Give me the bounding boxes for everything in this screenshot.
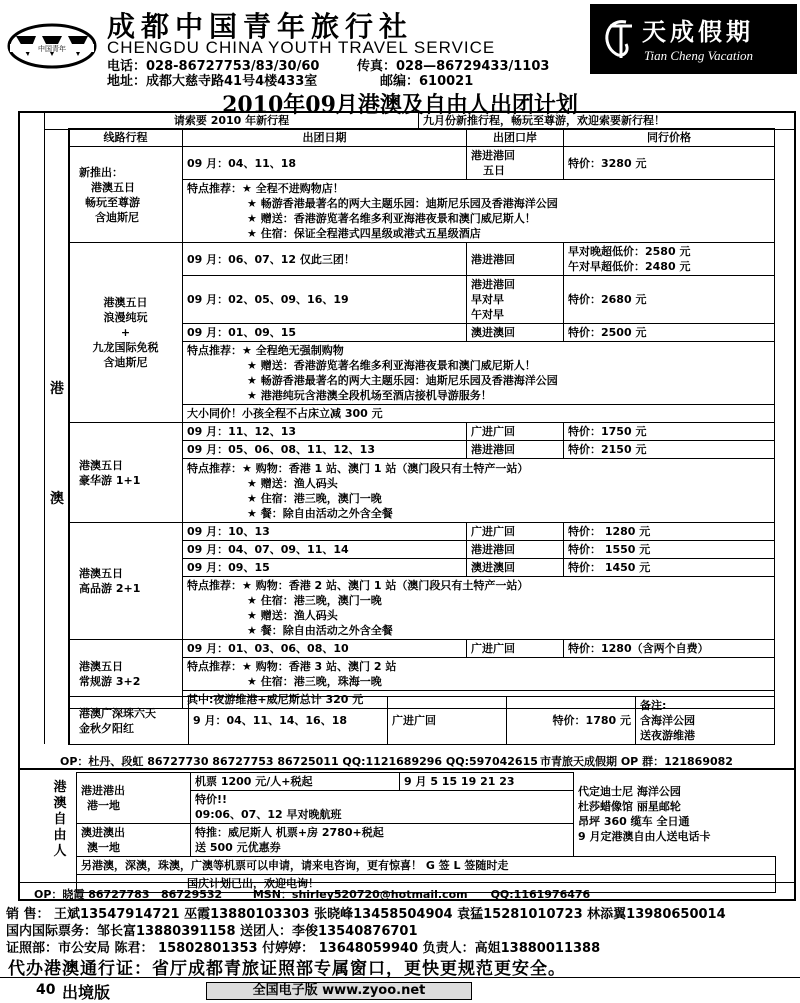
free-special-1: 特价!! 09:06、07、12 早对晚航班	[191, 791, 574, 824]
route-table	[68, 128, 775, 709]
company-name-en: CHENGDU CHINA YOUTH TRAVEL SERVICE	[107, 38, 496, 57]
route-2-port-1: 港进港回	[467, 243, 564, 276]
route-2-date-2: 09 月：02、05、09、16、19	[183, 276, 467, 324]
route-6-remarks: 备注: 含海洋公园 送夜游维港	[636, 697, 775, 745]
route-2-date-3: 09 月：01、09、15	[183, 324, 467, 342]
route-2-port-2: 港进港回 早对早 午对早	[467, 276, 564, 324]
free-ticket: 机票 1200 元/人+税起	[191, 773, 400, 791]
free-table	[76, 772, 776, 893]
company-name-cn: 成都中国青年旅行社	[107, 10, 414, 43]
route-5-name: 港澳五日 常规游 3+2	[69, 640, 183, 709]
brand-cn: 天成假期	[642, 17, 754, 46]
col-price: 同行价格	[564, 129, 775, 147]
route-6-price: 特价：1780 元	[507, 697, 636, 745]
route-3-port-1: 广进广回	[467, 423, 564, 441]
route-6-table	[68, 696, 775, 745]
free-ticket-dates: 9 月 5 15 19 21 23	[400, 773, 574, 791]
route-4-port-2: 港进港回	[467, 541, 564, 559]
brand-en: Tian Cheng Vacation	[644, 48, 754, 63]
op-group: 市青旅天成假期 OP 群：121869082	[540, 755, 733, 768]
route-1-price: 特价：3280 元	[564, 147, 775, 180]
route-1-port: 港进港回 五日	[467, 147, 564, 180]
slogan: 代办港澳通行证：省厅成都青旅证照部专属窗口，更快更规范更安全。	[8, 959, 566, 979]
route-4-price-1: 特价： 1280 元	[564, 523, 775, 541]
free-note-2: 国庆计划已出，欢迎电询！	[77, 875, 776, 893]
free-r2-name: 澳进澳出 澳一地	[77, 824, 191, 857]
table-row	[69, 697, 775, 745]
route-6-name: 港澳广深珠六天 金秋夕阳红	[69, 697, 189, 745]
route-3-port-2: 港进港回	[467, 441, 564, 459]
page-number: 40	[36, 982, 56, 998]
route-6-date: 9 月：04、11、14、16、18	[189, 697, 388, 745]
free-agent: 代定迪士尼 海洋公园 杜莎蜡像馆 丽星邮轮 昂坪 360 缆车 全日通 9 月定港澳自由人送电话卡	[578, 785, 711, 844]
banner-right: 九月份新推行程，畅玩至尊游，欢迎索要新行程！	[419, 112, 796, 130]
route-2-price-3: 特价：2500 元	[564, 324, 775, 342]
ticketing-contacts: 国内国际票务：邹长富13880391158 送团人：李俊13540876701	[6, 924, 418, 939]
route-2-name: 港澳五日 浪漫纯玩 + 九龙国际免税 含迪斯尼	[69, 243, 183, 423]
route-3-price-1: 特价：1750 元	[564, 423, 775, 441]
side-label-free: 港 澳 自 由 人	[53, 780, 67, 859]
route-4-name: 港澳五日 高品游 2+1	[69, 523, 183, 640]
route-4-port-3: 澳进澳回	[467, 559, 564, 577]
company-fax: 传真：028—86729433/1103	[357, 59, 550, 74]
table-row	[77, 857, 776, 875]
route-4-port-1: 广进广回	[467, 523, 564, 541]
table-row	[69, 640, 775, 658]
section-name: 出境版	[62, 983, 111, 1002]
col-port: 出团口岸	[467, 129, 564, 147]
table-row	[69, 523, 775, 541]
tiancheng-brand	[590, 4, 797, 74]
website-box: 全国电子版 www.zyoo.net	[206, 982, 472, 1000]
route-5-date: 09 月：01、03、06、08、10	[183, 640, 467, 658]
route-1-features: 特点推荐：★ 全程不进购物店！ ★ 畅游香港最著名的两大主题乐园：迪斯尼乐园及香港海洋公园 ★ 赠送：香港游览著名维多利亚海港夜景和澳门威尼斯人！ ★ 住宿：保证全程港式四星级或港式五星级酒店	[183, 180, 775, 243]
route-3-price-2: 特价：2150 元	[564, 441, 775, 459]
route-2-price-2: 特价：2680 元	[564, 276, 775, 324]
route-4-price-3: 特价： 1450 元	[564, 559, 775, 577]
plan-title: 2010年09月港澳及自由人出团计划	[222, 92, 578, 118]
route-4-price-2: 特价： 1550 元	[564, 541, 775, 559]
table-row	[69, 423, 775, 441]
route-3-name: 港澳五日 豪华游 1+1	[69, 423, 183, 523]
route-3-date-2: 09 月：05、06、08、11、12、13	[183, 441, 467, 459]
route-5-port: 广进广回	[467, 640, 564, 658]
divider	[18, 768, 796, 770]
route-5-price: 特价：1280（含两个自费）	[564, 640, 775, 658]
col-route: 线路行程	[69, 129, 183, 147]
op-contacts: OP：杜丹、段虹 86727730 86727753 86725011 QQ:1121689296 QQ:597042615	[60, 755, 538, 768]
company-postcode: 邮编：610021	[380, 74, 474, 89]
route-6-port: 广进广回	[388, 697, 507, 745]
route-3-date-1: 09 月：11、12、13	[183, 423, 467, 441]
passport-contacts: 证照部：市公安局 陈君： 15802801353 付婷婷： 13648059940 负责人：高姐13880011388	[6, 941, 601, 956]
table-header	[69, 129, 775, 147]
route-1-date: 09 月：04、11、18	[183, 147, 467, 180]
route-5-features: 特点推荐：★ 购物：香港 3 站、澳门 2 站 ★ 住宿：港三晚，珠海一晚	[183, 658, 775, 691]
route-4-date-3: 09 月：09、15	[183, 559, 467, 577]
route-4-date-1: 09 月：10、13	[183, 523, 467, 541]
op2-contacts: OP：晓霞 86727783 86729532 MSN：shirley520720@hotmail.com QQ:1161976476	[34, 888, 591, 901]
divider	[18, 882, 796, 883]
route-2-date-1: 09 月：06、07、12 仅此三团！	[183, 243, 467, 276]
route-2-features: 特点推荐：★ 全程绝无强制购物 ★ 赠送：香港游览著名维多利亚海港夜景和澳门威尼斯人！ ★ 畅游香港最著名的两大主题乐园：迪斯尼乐园及香港海洋公园 ★ 港港纯玩含港澳全段机场至酒店接机导游服务！	[183, 342, 775, 405]
side-label-gangao: 港 澳	[44, 128, 70, 744]
cyts-logo	[6, 22, 98, 70]
banner-left: 请索要 2010 年新行程	[45, 112, 419, 130]
route-2-port-3: 澳进澳回	[467, 324, 564, 342]
tiancheng-logo-icon	[596, 14, 636, 64]
divider	[0, 977, 800, 978]
route-1-name: 新推出： 港澳五日 畅玩至尊游 含迪斯尼	[69, 147, 183, 243]
table-row	[69, 243, 775, 276]
route-2-note: 大小同价！小孩全程不占床立减 300 元	[183, 405, 775, 423]
route-5-note: 其中:夜游维港+威尼斯总计 320 元	[183, 691, 775, 709]
company-phone: 电话：028-86727753/83/30/60	[107, 59, 320, 74]
route-4-date-2: 09 月：04、07、09、11、14	[183, 541, 467, 559]
free-special-2: 特推：威尼斯人 机票+房 2780+税起 送 500 元优惠券	[191, 824, 574, 857]
route-4-features: 特点推荐：★ 购物：香港 2 站、澳门 1 站（澳门段只有土特产一站） ★ 住宿：港三晚，澳门一晚 ★ 赠送：渔人码头 ★ 餐：除自由活动之外含全餐	[183, 577, 775, 640]
col-date: 出团日期	[183, 129, 467, 147]
route-3-features: 特点推荐：★ 购物：香港 1 站、澳门 1 站（澳门段只有土特产一站） ★ 赠送：渔人码头 ★ 住宿：港三晚，澳门一晚 ★ 餐：除自由活动之外含全餐	[183, 459, 775, 523]
free-r1-name: 港进港出 港一地	[77, 773, 191, 824]
sales-contacts: 销 售： 王斌13547914721 巫霞13880103303 张晓峰13458504904 袁猛15281010723 林添翼13980650014	[6, 907, 726, 922]
logo-text: 中国青年	[38, 45, 66, 53]
table-row	[69, 147, 775, 180]
table-row	[77, 773, 776, 791]
route-2-price-1: 早对晚超低价：2580 元 午对早超低价：2480 元	[564, 243, 775, 276]
free-note-1: 另港澳，深澳，珠澳，广澳等机票可以申请，请来电咨询，更有惊喜！ G 签 L 签随时走	[77, 857, 776, 875]
company-address: 地址：成都大慈寺路41号4楼433室	[107, 74, 318, 89]
